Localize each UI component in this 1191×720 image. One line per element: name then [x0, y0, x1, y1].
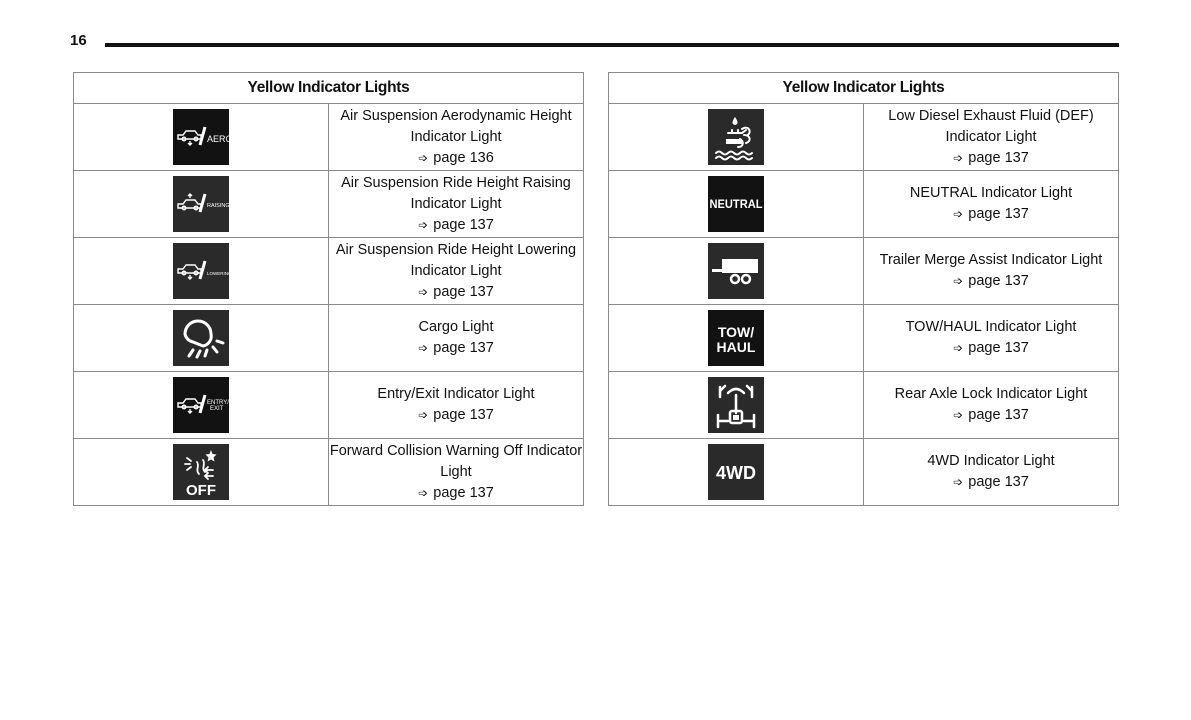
table-row — [74, 171, 584, 238]
ref-page: 137 — [469, 340, 494, 356]
ref-prefix: page — [968, 149, 1001, 166]
low-def-icon — [708, 109, 764, 165]
icon-text: AERO — [207, 134, 233, 144]
page-reference[interactable] — [329, 215, 583, 236]
icon-text: OFF — [186, 482, 216, 499]
ref-prefix: page — [433, 484, 466, 501]
light-label: Rear Axle Lock Indicator Light — [894, 386, 1088, 402]
forward-collision-off-icon — [173, 444, 229, 500]
page-reference[interactable] — [329, 148, 583, 169]
page-reference[interactable] — [329, 405, 583, 426]
air-suspension-raising-icon — [173, 176, 229, 232]
light-label: NEUTRAL Indicator Light — [909, 185, 1073, 201]
table-row — [609, 238, 1119, 305]
neutral-icon — [708, 176, 764, 232]
ref-prefix: page — [968, 407, 1001, 423]
ref-prefix: page — [968, 340, 1001, 356]
arrow-right-icon: ➩ — [953, 207, 964, 221]
ref-page: 137 — [469, 283, 494, 300]
cargo-light-icon — [173, 310, 229, 366]
icon-text-2: EXIT — [210, 406, 224, 412]
light-label: Trailer Merge Assist Indicator Light — [879, 252, 1103, 268]
page-reference[interactable] — [864, 204, 1118, 225]
entry-exit-icon — [173, 377, 229, 433]
light-label: Air Suspension Ride Height Raising Indicator Light — [341, 174, 571, 212]
page-number: 16 — [70, 32, 87, 49]
icon-text: ENTRY/ — [207, 400, 229, 406]
tow-haul-icon — [708, 310, 764, 366]
ref-prefix: page — [433, 216, 466, 233]
ref-page: 137 — [469, 484, 494, 501]
arrow-right-icon: ➩ — [418, 284, 429, 299]
air-suspension-aero-icon — [173, 109, 233, 165]
icon-text: RAISING — [207, 203, 230, 209]
trailer-merge-assist-icon — [708, 243, 764, 299]
ref-prefix: page — [968, 474, 1001, 490]
table-row — [609, 104, 1119, 171]
arrow-right-icon: ➩ — [953, 274, 964, 288]
table-row — [74, 238, 584, 305]
ref-prefix: page — [433, 283, 466, 300]
ref-page: 136 — [469, 149, 494, 166]
icon-text: LOWERING — [207, 271, 232, 276]
ref-prefix: page — [433, 340, 466, 356]
table-row — [609, 372, 1119, 439]
ref-page: 137 — [1004, 474, 1029, 490]
table-row — [609, 305, 1119, 372]
arrow-right-icon: ➩ — [418, 150, 429, 165]
ref-prefix: page — [433, 149, 466, 166]
table-row — [609, 171, 1119, 238]
arrow-right-icon: ➩ — [953, 150, 964, 165]
ref-page: 137 — [1004, 407, 1029, 423]
table-row — [74, 439, 584, 506]
light-label: Air Suspension Ride Height Lowering Indicator Light — [335, 241, 577, 279]
page-reference[interactable] — [864, 148, 1118, 169]
indicator-table-left — [73, 72, 584, 506]
light-label: Entry/Exit Indicator Light — [377, 386, 535, 402]
table-row — [74, 305, 584, 372]
table-row — [74, 104, 584, 171]
arrow-right-icon: ➩ — [418, 485, 429, 500]
air-suspension-lowering-icon — [173, 243, 232, 299]
ref-page: 137 — [1004, 206, 1029, 222]
page-reference[interactable] — [329, 483, 583, 504]
ref-page: 137 — [1004, 340, 1029, 356]
arrow-right-icon: ➩ — [418, 341, 429, 355]
light-label: Air Suspension Aerodynamic Height Indicator Light — [340, 107, 572, 145]
table-title: Yellow Indicator Lights — [74, 73, 584, 104]
arrow-right-icon: ➩ — [953, 408, 964, 422]
icon-text-2: HAUL — [716, 339, 756, 355]
ref-page: 137 — [469, 407, 494, 423]
page-reference[interactable] — [864, 405, 1118, 426]
ref-page: 137 — [1004, 149, 1029, 166]
ref-page: 137 — [469, 216, 494, 233]
arrow-right-icon: ➩ — [418, 217, 429, 232]
ref-page: 137 — [1004, 273, 1029, 289]
table-row — [74, 372, 584, 439]
rear-axle-lock-icon — [708, 377, 764, 433]
page-reference[interactable] — [864, 338, 1118, 359]
ref-prefix: page — [433, 407, 466, 423]
indicator-table-right — [608, 72, 1119, 506]
header-rule — [105, 43, 1119, 47]
light-label: Cargo Light — [418, 319, 494, 335]
table-row — [609, 439, 1119, 506]
table-title: Yellow Indicator Lights — [609, 73, 1119, 104]
light-label: TOW/HAUL Indicator Light — [905, 319, 1077, 335]
page-reference[interactable] — [329, 282, 583, 303]
light-label: Forward Collision Warning Off Indicator Light — [329, 442, 583, 480]
page-reference[interactable] — [864, 271, 1118, 292]
page-reference[interactable] — [864, 472, 1118, 493]
icon-text: TOW/ — [717, 324, 755, 340]
light-label: Low Diesel Exhaust Fluid (DEF) Indicator Light — [888, 107, 1094, 145]
arrow-right-icon: ➩ — [953, 475, 964, 489]
arrow-right-icon: ➩ — [953, 341, 964, 355]
light-label: 4WD Indicator Light — [927, 453, 1055, 469]
arrow-right-icon: ➩ — [418, 408, 429, 422]
icon-text: NEUTRAL — [709, 197, 763, 211]
ref-prefix: page — [968, 273, 1001, 289]
ref-prefix: page — [968, 206, 1001, 222]
icon-text: 4WD — [716, 463, 756, 483]
4wd-icon — [708, 444, 764, 500]
page-reference[interactable] — [329, 338, 583, 359]
